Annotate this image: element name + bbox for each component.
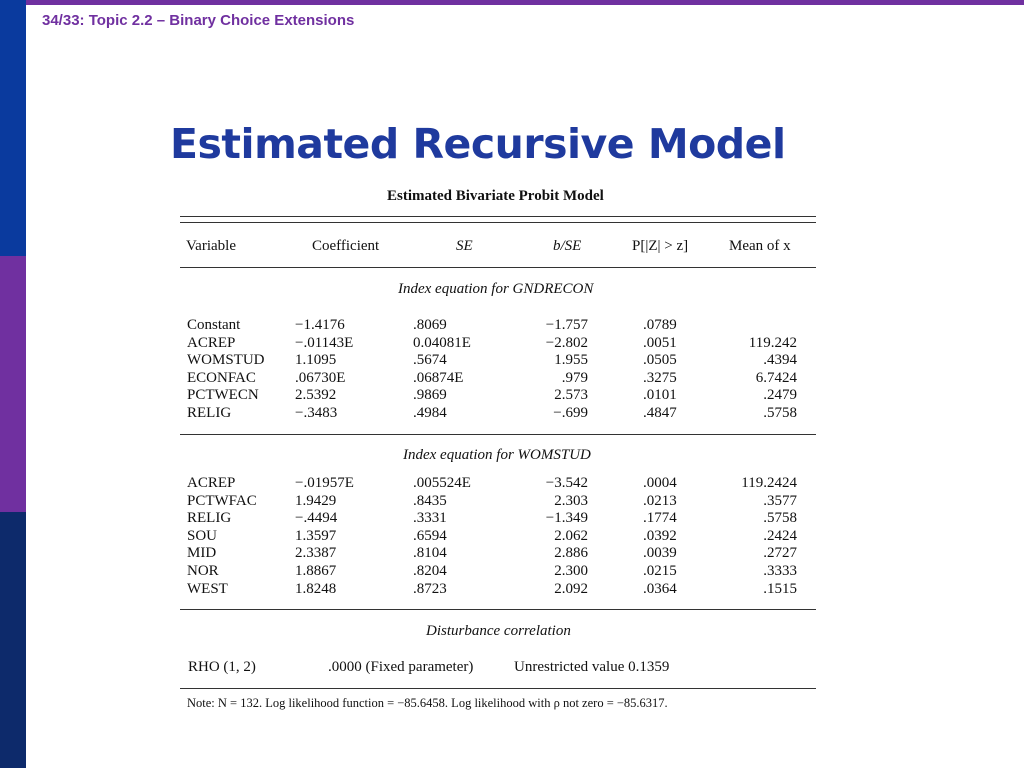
cell-coefficient: −.01143E (295, 334, 354, 351)
cell-se: .6594 (413, 527, 447, 544)
cell-mean: .4394 (763, 352, 797, 369)
cell-se: .5674 (413, 352, 447, 369)
cell-variable: ACREP (187, 475, 236, 491)
table-note: Note: N = 132. Log likelihood function = −85.6458. Log likelihood with ρ not zero = −85.6317. (187, 696, 668, 710)
cell-variable: MID (187, 545, 217, 562)
cell-mean: .2727 (763, 545, 797, 562)
cell-bse: 2.300 (554, 563, 588, 579)
cell-pvalue: .0215 (643, 563, 677, 579)
col-header-variable: Variable (186, 238, 236, 254)
cell-se: .3331 (413, 510, 447, 527)
cell-bse: −1.349 (545, 510, 588, 527)
table-bottom-rule (180, 688, 816, 689)
cell-mean: .2479 (763, 387, 797, 404)
cell-mean: .3577 (763, 492, 797, 509)
cell-pvalue: .4847 (643, 405, 677, 421)
cell-coefficient: 1.8867 (295, 563, 337, 579)
cell-bse: 2.886 (554, 545, 588, 562)
cell-coefficient: 1.3597 (295, 527, 337, 544)
header-bottom-rule (180, 267, 816, 268)
cell-coefficient: .06730E (295, 369, 346, 386)
cell-variable: NOR (187, 563, 219, 579)
cell-bse: 1.955 (554, 352, 588, 369)
cell-coefficient: −1.4176 (295, 317, 345, 333)
cell-se: .8069 (413, 317, 447, 333)
table-top-rule-2 (180, 222, 816, 223)
cell-pvalue: .3275 (643, 369, 677, 386)
cell-bse: 2.573 (554, 387, 588, 404)
cell-coefficient: −.4494 (295, 510, 338, 527)
cell-pvalue: .0101 (643, 387, 677, 404)
cell-bse: 2.062 (554, 527, 588, 544)
cell-variable: WOMSTUD (187, 352, 265, 369)
rho-unrestricted: Unrestricted value 0.1359 (514, 659, 670, 675)
cell-pvalue: .0505 (643, 352, 677, 369)
cell-coefficient: −.01957E (295, 475, 354, 491)
table-caption: Estimated Bivariate Probit Model (387, 188, 604, 204)
cell-coefficient: 1.8248 (295, 580, 337, 597)
cell-mean: 119.242 (748, 334, 797, 351)
sidebar-accent (0, 0, 26, 768)
section1-bottom-rule (180, 434, 816, 435)
cell-pvalue: .0039 (643, 545, 677, 562)
rho-label: RHO (1, 2) (188, 659, 256, 675)
slide-title: Estimated Recursive Model (170, 120, 786, 168)
section-gndrecon-label: Index equation for GNDRECON (398, 281, 594, 297)
cell-pvalue: .0364 (643, 580, 677, 597)
cell-variable: ECONFAC (187, 369, 256, 386)
cell-coefficient: −.3483 (295, 405, 338, 421)
cell-se: .4984 (413, 405, 447, 421)
cell-se: .8723 (413, 580, 447, 597)
col-header-pvalue: P[|Z| > z] (632, 238, 689, 254)
top-accent-bar (0, 0, 1024, 5)
sidebar-block-blue (0, 0, 26, 256)
cell-se: 0.04081E (413, 334, 471, 351)
cell-variable: SOU (187, 527, 218, 544)
cell-bse: −1.757 (545, 317, 588, 333)
rho-value: .0000 (Fixed parameter) (328, 659, 474, 675)
cell-mean: .3333 (763, 563, 797, 579)
cell-coefficient: 1.9429 (295, 492, 337, 509)
cell-variable: RELIG (187, 405, 232, 421)
cell-variable: ACREP (187, 334, 236, 351)
table-top-rule-1 (180, 216, 816, 217)
cell-mean: .1515 (763, 580, 797, 597)
cell-mean: 119.2424 (741, 475, 797, 491)
cell-se: .9869 (413, 387, 447, 404)
cell-mean: .5758 (763, 405, 797, 421)
cell-coefficient: 2.5392 (295, 387, 337, 404)
section-womstud-label: Index equation for WOMSTUD (403, 447, 591, 463)
cell-pvalue: .0004 (643, 475, 677, 491)
cell-variable: Constant (187, 317, 241, 333)
cell-se: .8104 (413, 545, 447, 562)
cell-coefficient: 1.1095 (295, 352, 337, 369)
cell-variable: WEST (187, 580, 228, 597)
cell-variable: RELIG (187, 510, 232, 527)
cell-variable: PCTWECN (187, 387, 259, 404)
col-header-bse: b/SE (553, 238, 582, 254)
cell-mean: 6.7424 (755, 369, 797, 386)
cell-se: .8204 (413, 563, 447, 579)
cell-bse: 2.092 (554, 580, 588, 597)
cell-se: .005524E (413, 475, 471, 491)
cell-pvalue: .1774 (643, 510, 677, 527)
cell-pvalue: .0213 (643, 492, 677, 509)
cell-bse: .979 (561, 369, 588, 386)
col-header-mean: Mean of x (729, 238, 791, 254)
cell-pvalue: .0392 (643, 527, 677, 544)
sidebar-block-purple (0, 256, 26, 512)
cell-pvalue: .0051 (643, 334, 677, 351)
cell-bse: −2.802 (545, 334, 588, 351)
cell-coefficient: 2.3387 (295, 545, 337, 562)
section-disturbance-label: Disturbance correlation (426, 623, 571, 639)
cell-mean: .2424 (763, 527, 797, 544)
cell-bse: −3.542 (545, 475, 588, 491)
cell-mean: .5758 (763, 510, 797, 527)
cell-bse: −.699 (553, 405, 588, 421)
cell-se: .06874E (413, 369, 464, 386)
col-header-coefficient: Coefficient (312, 238, 380, 254)
slide-header: 34/33: Topic 2.2 – Binary Choice Extensions (42, 12, 355, 29)
cell-variable: PCTWFAC (187, 492, 257, 509)
cell-bse: 2.303 (554, 492, 588, 509)
cell-se: .8435 (413, 492, 447, 509)
cell-pvalue: .0789 (643, 317, 677, 333)
section2-bottom-rule (180, 609, 816, 610)
sidebar-block-navy (0, 512, 26, 768)
col-header-se: SE (456, 238, 473, 254)
